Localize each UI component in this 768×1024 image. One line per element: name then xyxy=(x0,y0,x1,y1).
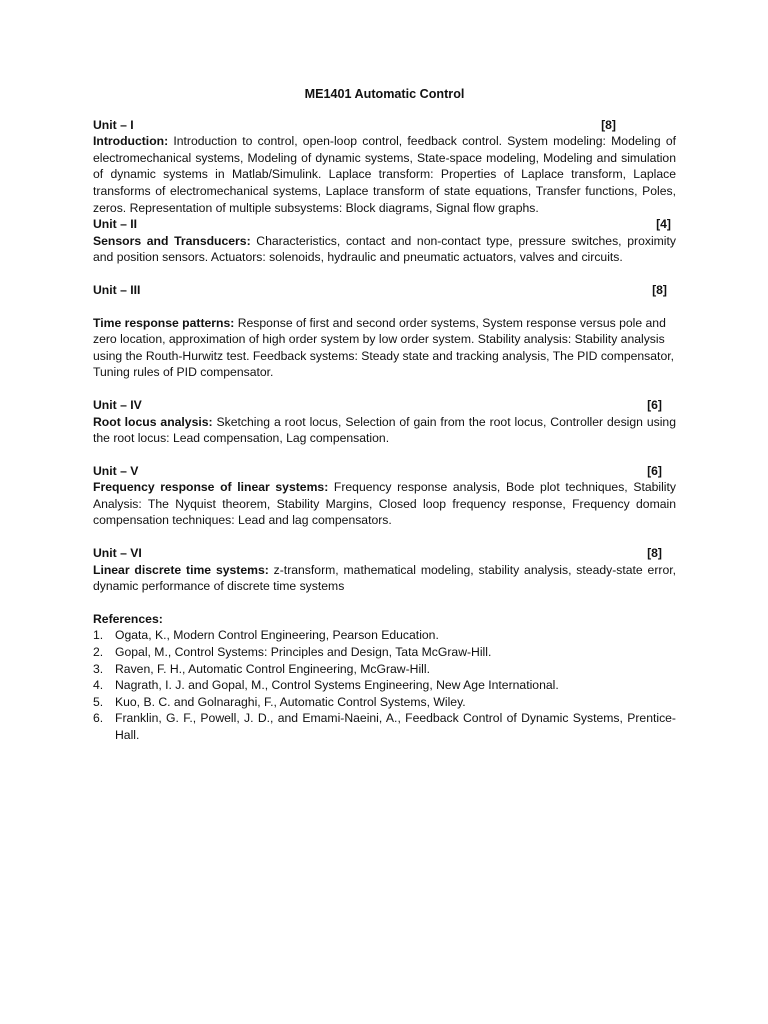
unit-hours: [8] xyxy=(647,546,662,561)
unit-heading-row xyxy=(93,282,676,299)
document-title: ME1401 Automatic Control xyxy=(304,87,465,101)
unit-text: Characteristics, contact and non-contact type, pressure switches, proximity and position sensors. Actuators: solenoids, hydraulic and pneumatic actuators, valves and circuits. xyxy=(93,233,676,265)
reference-number: 6. xyxy=(93,711,104,726)
unit-description xyxy=(93,479,676,529)
unit-section xyxy=(93,463,676,529)
unit-section xyxy=(93,216,676,266)
spacer xyxy=(93,447,676,463)
references-heading: References: xyxy=(93,611,163,626)
list-item xyxy=(93,627,676,644)
unit-topic: Linear discrete time systems: xyxy=(93,562,269,577)
unit-topic: Sensors and Transducers: xyxy=(93,233,251,248)
unit-text: Frequency response analysis, Bode plot techniques, Stability Analysis: The Nyquist theorem, Stability Margins, Closed loop frequency response, Frequency domain compensation techniques: Lead and lag compensators. xyxy=(93,480,676,528)
unit-heading: Unit – II xyxy=(93,217,138,232)
unit-heading: Unit – V xyxy=(93,463,139,478)
unit-text: z-transform, mathematical modeling, stability analysis, steady-state error, dynamic performance of discrete time systems xyxy=(93,562,676,594)
unit-hours: [6] xyxy=(647,397,662,412)
reference-text: Raven, F. H., Automatic Control Engineering, McGraw-Hill. xyxy=(115,661,430,676)
unit-heading: Unit – III xyxy=(93,282,141,297)
list-item xyxy=(93,677,676,694)
unit-heading: Unit – IV xyxy=(93,397,142,412)
unit-section xyxy=(93,545,676,595)
unit-hours: [8] xyxy=(652,282,667,297)
reference-text: Franklin, G. F., Powell, J. D., and Emami-Naeini, A., Feedback Control of Dynamic Systems, Prentice-Hall. xyxy=(115,711,676,742)
spacer xyxy=(93,529,676,545)
reference-text: Kuo, B. C. and Golnaraghi, F., Automatic Control Systems, Wiley. xyxy=(115,694,466,709)
reference-text: Ogata, K., Modern Control Engineering, Pearson Education. xyxy=(115,628,439,643)
spacer xyxy=(93,381,676,397)
references-section xyxy=(93,611,676,744)
unit-description xyxy=(93,233,676,266)
unit-hours: [8] xyxy=(601,117,616,132)
reference-number: 4. xyxy=(93,678,104,693)
unit-topic: Time response patterns: xyxy=(93,315,235,330)
unit-description xyxy=(93,315,676,381)
unit-text: Introduction to control, open-loop control, feedback control. System modeling: Modeling of electromechanical systems, Modeling of dynamic systems, State-space modeling, Modeling and simulation of dynamic systems in Matlab/Simulink. Laplace transform: Properties of Laplace transform, Laplace transforms of electromechanical systems, Laplace transform of state equations, Transfer functions, Poles, zeros. Representation of multiple subsystems: Block diagrams, Signal flow graphs. xyxy=(93,134,676,215)
unit-heading-row xyxy=(93,216,676,233)
unit-section xyxy=(93,282,676,381)
list-item xyxy=(93,661,676,678)
reference-number: 5. xyxy=(93,694,104,709)
unit-topic: Root locus analysis: xyxy=(93,414,213,429)
unit-heading-row xyxy=(93,397,676,414)
reference-number: 3. xyxy=(93,661,104,676)
unit-heading: Unit – VI xyxy=(93,546,142,561)
unit-text: Sketching a root locus, Selection of gain from the root locus, Controller design using the root locus: Lead compensation, Lag compensation. xyxy=(93,414,676,446)
unit-hours: [4] xyxy=(656,217,671,232)
unit-heading-row xyxy=(93,545,676,562)
unit-text: Response of first and second order systems, System response versus pole and zero location, approximation of high order system by low order system. Stability analysis: Stability analysis using the Routh-Hurwitz test. Feedback systems: Steady state and tracking analysis, The PID compensator, Tuning rules of PID compensator. xyxy=(93,315,674,380)
unit-topic: Frequency response of linear systems: xyxy=(93,480,329,495)
unit-description xyxy=(93,562,676,595)
reference-text: Gopal, M., Control Systems: Principles and Design, Tata McGraw-Hill. xyxy=(115,645,492,660)
reference-number: 2. xyxy=(93,645,104,660)
unit-section xyxy=(93,397,676,447)
unit-hours: [6] xyxy=(647,463,662,478)
document-page xyxy=(93,86,676,744)
references-list xyxy=(93,627,676,743)
spacer xyxy=(93,299,676,315)
list-item xyxy=(93,710,676,743)
unit-heading-row xyxy=(93,463,676,480)
unit-description xyxy=(93,414,676,447)
spacer xyxy=(93,266,676,282)
unit-description xyxy=(93,133,676,216)
list-item xyxy=(93,644,676,661)
list-item xyxy=(93,694,676,711)
unit-heading: Unit – I xyxy=(93,117,134,132)
unit-heading-row xyxy=(93,117,676,134)
reference-number: 1. xyxy=(93,628,104,643)
spacer xyxy=(93,595,676,611)
unit-section xyxy=(93,117,676,217)
unit-topic: Introduction: xyxy=(93,134,169,149)
reference-text: Nagrath, I. J. and Gopal, M., Control Systems Engineering, New Age International. xyxy=(115,678,559,693)
